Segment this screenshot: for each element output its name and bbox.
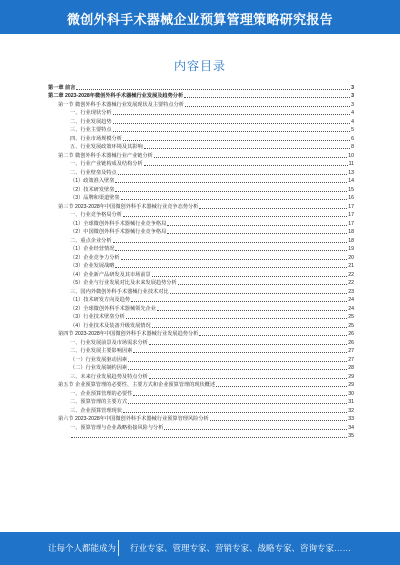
toc-entry-label: 二、行业发展主要影响因素 bbox=[70, 348, 133, 354]
toc-entry-label: 一、行业产业链构成及结构分析 bbox=[70, 161, 143, 167]
toc-leader-dots bbox=[121, 259, 348, 260]
toc-leader-dots bbox=[152, 327, 348, 328]
toc-entry[interactable] bbox=[48, 150, 354, 159]
toc-leader-dots bbox=[185, 106, 350, 107]
table-of-contents bbox=[48, 82, 354, 439]
toc-entry[interactable] bbox=[48, 337, 354, 346]
toc-leader-dots bbox=[115, 191, 347, 192]
toc-entry[interactable] bbox=[48, 176, 354, 185]
toc-page-number: 8 bbox=[351, 144, 354, 150]
toc-leader-dots bbox=[123, 140, 350, 141]
toc-entry[interactable] bbox=[48, 108, 354, 117]
toc-page-number: 25 bbox=[348, 314, 354, 320]
toc-page-number: 10 bbox=[348, 152, 354, 159]
toc-entry[interactable] bbox=[48, 278, 354, 287]
toc-entry[interactable] bbox=[48, 193, 354, 202]
toc-leader-dots bbox=[210, 420, 347, 421]
footer-bar bbox=[0, 532, 400, 565]
toc-entry[interactable] bbox=[48, 422, 354, 431]
toc-entry-label: 三、企业预算管理现状 bbox=[70, 407, 122, 414]
toc-page-number: 4 bbox=[351, 110, 354, 116]
toc-page-number: 24 bbox=[348, 305, 354, 312]
toc-page-number: 28 bbox=[348, 365, 354, 371]
toc-entry-label: （二）行业发展制约因素 bbox=[70, 365, 128, 371]
toc-leader-dots bbox=[178, 284, 348, 285]
toc-entry-label: 第一节 微创外科手术器械行业发展现状及主要特点分析 bbox=[58, 101, 184, 108]
toc-entry[interactable] bbox=[48, 125, 354, 134]
toc-entry[interactable] bbox=[48, 414, 354, 423]
toc-entry-label: （2）企业竞争力分析 bbox=[70, 254, 120, 261]
toc-entry-label: 二、行业壁垒及特点 bbox=[70, 169, 117, 176]
toc-leader-dots bbox=[154, 157, 347, 158]
toc-entry[interactable] bbox=[48, 167, 354, 176]
toc-page-number: 13 bbox=[348, 169, 354, 176]
toc-page-number: 29 bbox=[348, 373, 354, 380]
toc-entry-label: 三、行业主要特点 bbox=[70, 127, 112, 133]
toc-entry[interactable] bbox=[48, 363, 354, 372]
toc-entry[interactable] bbox=[48, 320, 354, 329]
toc-entry[interactable] bbox=[48, 116, 354, 125]
toc-page-number: 17 bbox=[348, 203, 354, 210]
toc-entry-label: （2）中国微创外科手术器械行业竞争格局 bbox=[70, 229, 167, 235]
toc-entry[interactable] bbox=[48, 184, 354, 193]
toc-entry[interactable] bbox=[48, 380, 354, 389]
toc-entry-label: （1）全球微创外科手术器械行业竞争格局 bbox=[70, 220, 167, 227]
toc-entry-label: 第三节 2023-2028年中国微创外科手术器械行业竞争态势分析 bbox=[58, 203, 199, 210]
toc-entry[interactable] bbox=[48, 244, 354, 253]
toc-leader-dots bbox=[184, 97, 350, 98]
toc-entry[interactable] bbox=[48, 286, 354, 295]
toc-entry[interactable] bbox=[48, 99, 354, 108]
toc-entry[interactable] bbox=[48, 142, 354, 151]
toc-leader-dots bbox=[157, 310, 347, 311]
toc-entry-label: 二、重点企业分析 bbox=[70, 237, 112, 244]
toc-entry-label: （5）企业与行业发展对比及未来发展趋势分析 bbox=[70, 280, 177, 286]
toc-entry-label: 第五节 企业预算管理的必要性、主要方式和企业预算管理的现状概述 bbox=[58, 382, 216, 388]
toc-entry-label: （4）行业技术及装备升级发展情况 bbox=[70, 322, 151, 329]
toc-page-number: 18 bbox=[348, 229, 354, 235]
toc-entry-label: 第一章 前言 bbox=[48, 84, 76, 91]
toc-entry[interactable] bbox=[48, 218, 354, 227]
toc-page-number: 17 bbox=[348, 212, 354, 218]
toc-page-number: 5 bbox=[351, 127, 354, 133]
toc-leader-dots bbox=[216, 386, 347, 387]
toc-entry[interactable] bbox=[48, 405, 354, 414]
toc-entry[interactable] bbox=[48, 371, 354, 380]
toc-page-number: 30 bbox=[348, 390, 354, 397]
toc-page-number: 16 bbox=[348, 195, 354, 201]
toc-leader-dots bbox=[113, 242, 348, 243]
toc-entry-label: 一、企业预算管理的必要性 bbox=[70, 390, 133, 397]
footer-divider bbox=[118, 540, 119, 556]
toc-page-number: 3 bbox=[351, 84, 354, 91]
toc-leader-dots bbox=[199, 208, 347, 209]
toc-leader-dots bbox=[128, 369, 347, 370]
toc-leader-dots bbox=[144, 165, 348, 166]
toc-page-number: 27 bbox=[348, 348, 354, 354]
toc-entry[interactable] bbox=[48, 431, 354, 440]
toc-leader-dots bbox=[149, 344, 347, 345]
toc-page-number: 32 bbox=[348, 407, 354, 414]
toc-leader-dots bbox=[118, 174, 348, 175]
toc-leader-dots bbox=[199, 335, 347, 336]
toc-entry-label: （一）行业发展驱动因素 bbox=[70, 356, 128, 363]
toc-entry-label: （3）行业技术壁垒分析 bbox=[70, 314, 125, 320]
toc-entry-label: （3）品牌和渠道壁垒 bbox=[70, 195, 120, 201]
toc-page-number: 17 bbox=[348, 220, 354, 227]
toc-page-number: 34 bbox=[348, 424, 354, 431]
toc-leader-dots bbox=[133, 352, 347, 353]
toc-entry-label: 五、行业发展政策环境及其影响 bbox=[70, 144, 143, 150]
toc-entry[interactable] bbox=[48, 295, 354, 304]
toc-leader-dots bbox=[131, 301, 347, 302]
toc-entry-label: 二、行业发展趋势 bbox=[70, 118, 112, 125]
toc-entry[interactable] bbox=[48, 133, 354, 142]
toc-leader-dots bbox=[115, 182, 347, 183]
toc-leader-dots bbox=[133, 395, 347, 396]
toc-entry-label: 四、行业市场规模分析 bbox=[70, 135, 122, 142]
toc-page-number: 27 bbox=[348, 356, 354, 363]
toc-leader-dots bbox=[115, 267, 347, 268]
toc-page-number: 24 bbox=[348, 297, 354, 303]
toc-leader-dots bbox=[123, 216, 347, 217]
toc-entry-label: 第四节 2023-2028年中国微创外科手术器械行业发展趋势分析 bbox=[58, 331, 199, 337]
toc-entry-label: 三、未来行业发展趋势及特点分析 bbox=[70, 373, 148, 380]
toc-page-number: 26 bbox=[348, 339, 354, 346]
toc-leader-dots bbox=[152, 276, 348, 277]
toc-leader-dots bbox=[128, 361, 347, 362]
toc-entry-label: （2）全球微创外科手术器械领先企业 bbox=[70, 305, 156, 312]
toc-entry[interactable] bbox=[48, 201, 354, 210]
toc-page-number: 31 bbox=[348, 399, 354, 405]
toc-page-number: 22 bbox=[348, 271, 354, 278]
toc-entry-label: 第六节 2023-2028年中国微创外科手术器械行业预算管理风险分析 bbox=[58, 416, 209, 422]
toc-leader-dots bbox=[113, 131, 351, 132]
toc-page-number: 26 bbox=[348, 331, 354, 337]
toc-page-number: 3 bbox=[351, 101, 354, 108]
header-bar bbox=[0, 0, 400, 34]
toc-leader-dots bbox=[113, 123, 351, 124]
toc-page-number: 11 bbox=[348, 161, 354, 167]
toc-page-number: 23 bbox=[348, 288, 354, 295]
toc-leader-dots bbox=[115, 250, 347, 251]
toc-leader-dots bbox=[121, 199, 348, 200]
toc-leader-dots bbox=[167, 225, 347, 226]
toc-leader-dots bbox=[170, 293, 348, 294]
toc-entry-label: （4）企业新产品研发及其市场前景 bbox=[70, 271, 151, 278]
toc-entry[interactable] bbox=[48, 261, 354, 270]
toc-heading: 内容目录 bbox=[173, 59, 226, 73]
toc-entry[interactable] bbox=[48, 82, 354, 91]
toc-entry-label: 二、预算管理的主要方式 bbox=[70, 399, 128, 405]
toc-entry[interactable] bbox=[48, 235, 354, 244]
toc-leader-dots bbox=[167, 233, 347, 234]
toc-leader-dots bbox=[126, 318, 347, 319]
toc-entry[interactable] bbox=[48, 329, 354, 338]
toc-leader-dots bbox=[71, 437, 347, 438]
toc-leader-dots bbox=[144, 148, 350, 149]
toc-entry[interactable] bbox=[48, 388, 354, 397]
toc-entry[interactable] bbox=[48, 312, 354, 321]
toc-entry[interactable] bbox=[48, 269, 354, 278]
toc-page-number: 3 bbox=[351, 93, 354, 99]
toc-page-number: 29 bbox=[348, 382, 354, 388]
toc-page-number: 4 bbox=[351, 118, 354, 125]
toc-page-number: 33 bbox=[348, 416, 354, 422]
toc-leader-dots bbox=[149, 378, 347, 379]
toc-page-number: 25 bbox=[348, 322, 354, 329]
toc-entry-label: 第二节 微创外科手术器械行业产业链分析 bbox=[58, 152, 153, 159]
toc-entry[interactable] bbox=[48, 397, 354, 406]
toc-entry[interactable] bbox=[48, 91, 354, 100]
toc-entry[interactable] bbox=[48, 227, 354, 236]
toc-page-number: 22 bbox=[348, 280, 354, 286]
toc-entry-label: （1）技术研发方向及趋势 bbox=[70, 297, 130, 303]
toc-entry-label: 一、预算管理与企业战略衔接风险与分析 bbox=[70, 424, 164, 431]
toc-entry[interactable] bbox=[48, 346, 354, 355]
toc-entry-label: 一、行业现状分析 bbox=[70, 110, 112, 116]
toc-entry-label: 一、行业发展前景及市场需求分析 bbox=[70, 339, 148, 346]
toc-page-number: 35 bbox=[348, 433, 354, 439]
toc-page-number: 14 bbox=[348, 178, 354, 184]
toc-entry[interactable] bbox=[48, 210, 354, 219]
toc-leader-dots bbox=[123, 412, 347, 413]
toc-page-number: 19 bbox=[348, 246, 354, 252]
toc-page-number: 6 bbox=[351, 135, 354, 142]
footer-roles: 行业专家、管理专家、营销专家、战略专家、咨询专家…… bbox=[130, 543, 352, 553]
toc-page-number: 18 bbox=[348, 237, 354, 244]
toc-entry[interactable] bbox=[48, 159, 354, 168]
toc-entry-label: （1）政策准入壁垒 bbox=[70, 178, 115, 184]
report-title: 微创外科手术器械企业预算管理策略研究报告 bbox=[66, 12, 333, 27]
toc-entry-label: （2）技术研发壁垒 bbox=[70, 186, 115, 193]
toc-entry-label: （3）企业发展战略 bbox=[70, 263, 115, 269]
footer-slogan: 让每个人都能成为 bbox=[48, 543, 117, 553]
toc-leader-dots bbox=[164, 429, 347, 430]
toc-page-number: 20 bbox=[348, 254, 354, 261]
toc-leader-dots bbox=[128, 403, 347, 404]
toc-entry-label: 第二章 2023-2028年微创外科手术器械行业发展及趋势分析 bbox=[48, 93, 184, 99]
toc-leader-dots bbox=[76, 89, 350, 90]
toc-page-number: 21 bbox=[348, 263, 354, 269]
toc-leader-dots bbox=[113, 114, 351, 115]
toc-entry-label: （1）企业经营情况 bbox=[70, 246, 115, 252]
toc-entry[interactable] bbox=[48, 252, 354, 261]
toc-entry[interactable] bbox=[48, 303, 354, 312]
toc-entry[interactable] bbox=[48, 354, 354, 363]
toc-entry-label: 一、行业竞争格局分析 bbox=[70, 212, 122, 218]
toc-page-number: 15 bbox=[348, 186, 354, 193]
toc-entry-label: 三、国内外微创外科手术器械行业技术对比 bbox=[70, 288, 169, 295]
